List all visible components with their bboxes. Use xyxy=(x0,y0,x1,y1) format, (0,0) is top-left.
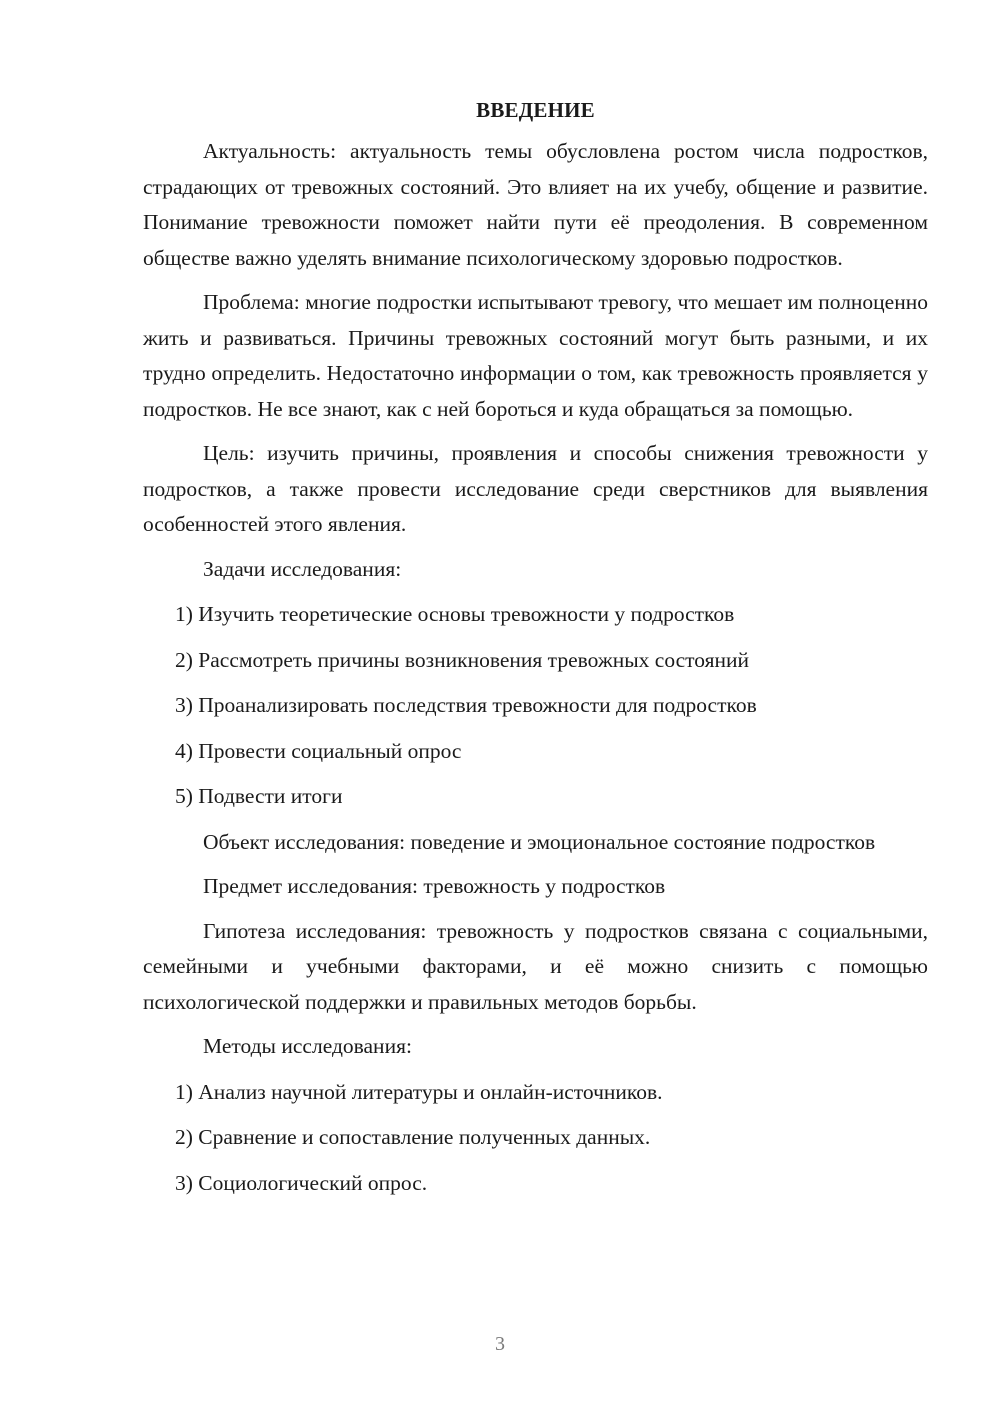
hypothesis-paragraph: Гипотеза исследования: тревожность у подростков связана с социальными, семейными и учебными факторами, и её можно снизить с помощью психологической поддержки и правильных методов борьбы. xyxy=(143,918,928,1014)
list-item: 3) Социологический опрос. xyxy=(175,1170,428,1195)
subject-paragraph: Предмет исследования: тревожность у подростков xyxy=(203,874,666,898)
list-item: 2) Рассмотреть причины возникновения тревожных состояний xyxy=(175,647,750,672)
page-title: ВВЕДЕНИЕ xyxy=(476,98,595,122)
list-item: 2) Сравнение и сопоставление полученных данных. xyxy=(175,1125,651,1149)
page-number: 3 xyxy=(495,1333,505,1355)
tasks-list xyxy=(143,597,928,815)
list-item: 3) Проанализировать последствия тревожности для подростков xyxy=(175,693,757,717)
methods-list xyxy=(143,1075,928,1202)
list-item: 1) Изучить теоретические основы тревожности у подростков xyxy=(175,602,735,626)
tasks-label: Задачи исследования: xyxy=(203,556,402,581)
relevance-paragraph: Актуальность: актуальность темы обусловлена ростом числа подростков, страдающих от тревожных состояний. Это влияет на их учебу, общение и развитие. Понимание тревожности поможет найти пути её преодоления. В современном обществе важно уделять внимание психологическому здоровью подростков. xyxy=(143,139,928,270)
document-page xyxy=(143,95,928,1211)
methods-label: Методы исследования: xyxy=(203,1034,412,1058)
list-item: 1) Анализ научной литературы и онлайн-источников. xyxy=(175,1079,663,1104)
problem-paragraph: Проблема: многие подростки испытывают тревогу, что мешает им полноценно жить и развиваться. Причины тревожных состояний могут быть разными, и их трудно определить. Недостаточно информации о том, как тревожность проявляется у подростков. Не все знают, как с ней бороться и куда обращаться за помощью. xyxy=(143,290,928,421)
list-item: 4) Провести социальный опрос xyxy=(175,738,462,763)
goal-paragraph: Цель: изучить причины, проявления и способы снижения тревожности у подростков, а также провести исследование среди сверстников для выявления особенностей этого явления. xyxy=(143,441,928,536)
list-item: 5) Подвести итоги xyxy=(175,784,343,808)
object-paragraph: Объект исследования: поведение и эмоциональное состояние подростков xyxy=(203,829,876,854)
